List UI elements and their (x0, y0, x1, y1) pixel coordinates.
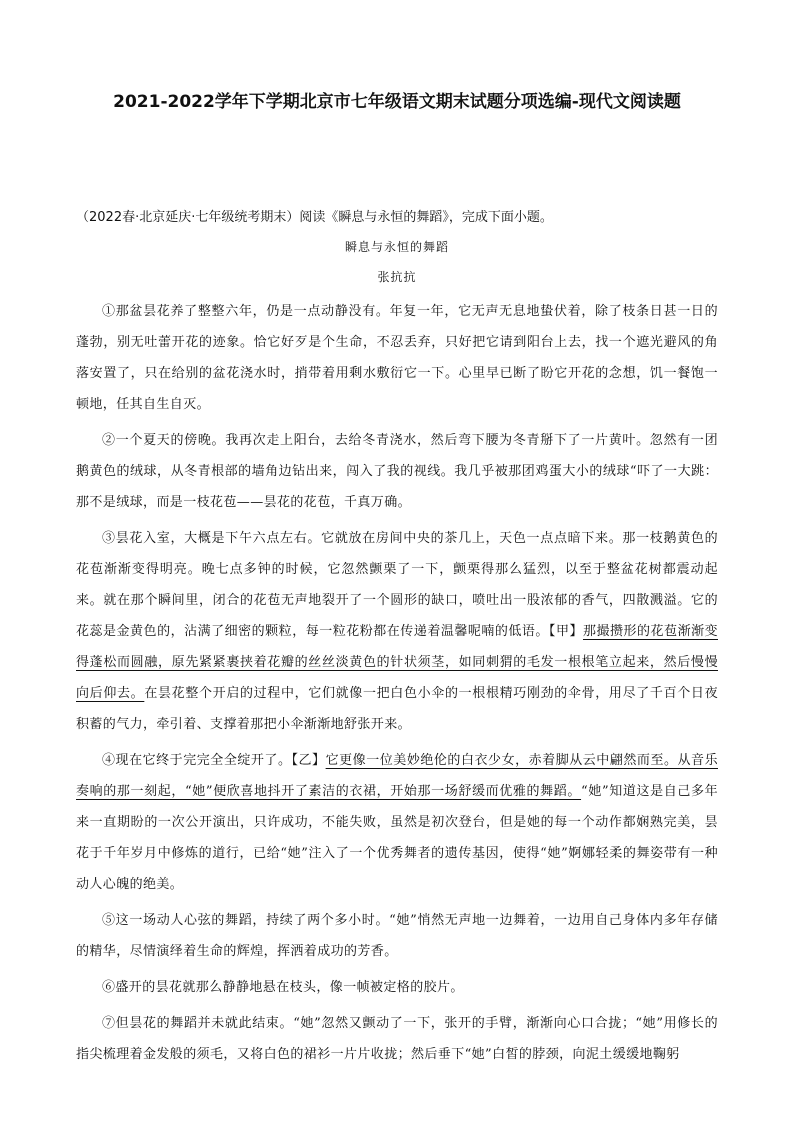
essay-author: 张抗抗 (377, 270, 417, 284)
document-title: 2021-2022学年下学期北京市七年级语文期末试题分项选编-现代文阅读题 (113, 92, 681, 112)
underlined-sentence-yi: 它更像一位美妙绝伦的白衣少女，赤着脚从云中翩然而至。从音乐奏响的那一刻起，“她”便欣喜地抖开了素洁的衣裙，开始那一场舒缓而优雅的舞蹈。 (76, 753, 718, 799)
underlined-sentence-jia: 那撮攒形的花苞渐渐变得蓬松而圆融，原先紧紧裹挟着花瓣的丝丝淡黄色的针状须茎，如同刺猬的毛发一根根笔立起来，然后慢慢向后仰去。 (76, 624, 718, 701)
paragraph-3-text: ③昙花入室，大概是下午六点左右。它就放在房间中央的茶几上，天色一点点暗下来。那一枝鹅黄色的花苞渐渐变得明亮。晚七点多钟的时候，它忽然颤栗了一下，颤栗得那么猛烈，以至于整盆花树都震动起来。就在那个瞬间里，闭合的花苞无声地裂开了一个圆形的缺口，喷吐出一股浓郁的香气，四散溅溢。它的花蕊是金黄色的，沾满了细密的颗粒，每一粒花粉都在传递着温馨呢喃的低语。【甲】 (76, 531, 718, 639)
paragraph-4-text-end: “她”知道这是自己多年来一直期盼的一次公开演出，只许成功，不能失败，虽然是初次登台，但是她的每一个动作都娴熟完美，昙花于千年岁月中修炼的道行，已给“她”注入了一个优秀舞者的遗传基因，使得“她”婀娜轻柔的舞姿带有一种动人心魄的绝美。 (76, 784, 718, 892)
essay-title: 瞬息与永恒的舞蹈 (344, 240, 449, 254)
paragraph-4 (76, 745, 718, 900)
paragraph-7: ⑦但昙花的舞蹈并未就此结束。“她”忽然又颤动了一下，张开的手臂，渐渐向心口合拢；“她”用修长的指尖梳理着金发般的须毛，又将白色的裙衫一片片收拢；然后垂下“她”白皙的脖颈，向泥土缓缓地鞠躬 (76, 1016, 718, 1062)
paragraph-2: ②一个夏天的傍晚。我再次走上阳台，去给冬青浇水，然后弯下腰为冬青掰下了一片黄叶。忽然有一团鹅黄色的绒球，从冬青根部的墙角边钻出来，闯入了我的视线。我几乎被那团鸡蛋大小的绒球“吓了一大跳：那不是绒球，而是一枝花苞——昙花的花苞，千真万确。 (76, 433, 718, 510)
paragraph-1: ①那盆昙花养了整整六年，仍是一点动静没有。年复一年，它无声无息地蛰伏着，除了枝条日甚一日的蓬勃，别无吐蕾开花的迹象。恰它好歹是个生命，不忍丢弃，只好把它请到阳台上去，找一个遮光避风的角落安置了，只在给别的盆花浇水时，捎带着用剩水敷衍它一下。心里早已断了盼它开花的念想，饥一餐饱一顿地，任其自生自灭。 (76, 304, 718, 412)
paragraph-3-text-end: 在昙花整个开启的过程中，它们就像一把白色小伞的一根根精巧刚劲的伞骨，用尽了千百个日夜积蓄的气力，牵引着、支撑着那把小伞渐渐地舒张开来。 (76, 686, 718, 732)
essay-body (76, 296, 718, 1075)
question-source-line: （2022春·北京延庆·七年级统考期末）阅读《瞬息与永恒的舞蹈》，完成下面小题。 (76, 210, 553, 225)
paragraph-6: ⑥盛开的昙花就那么静静地悬在枝头，像一帧被定格的胶片。 (102, 980, 464, 995)
paragraph-3 (76, 523, 718, 740)
paragraph-4-text: ④现在它终于完完全全绽开了。【乙】 (102, 753, 326, 768)
paragraph-5: ⑤这一场动人心弦的舞蹈，持续了两个多小时。“她”悄然无声地一边舞着，一边用自己身体内多年存储的精华，尽情演绎着生命的辉煌，挥洒着成功的芳香。 (76, 913, 718, 959)
